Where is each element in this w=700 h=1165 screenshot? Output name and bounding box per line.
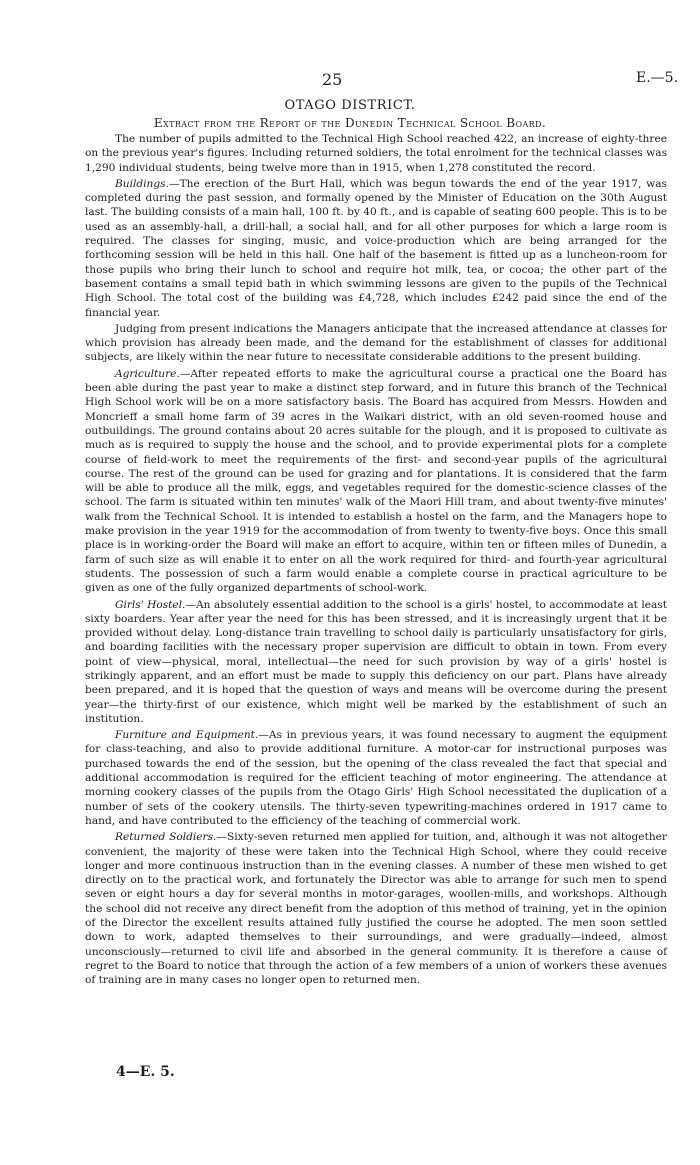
report-body (85, 132, 667, 988)
paragraph-text: —Sixty-seven returned men applied for tuition, and, although it was not altogether convenient, the majority of these were taken into the Technical High School, where they could receive longer and more continuous instruction than in the evening classes. A number of these men wished to get directly on to the practical work, and fortunately the Director was able to arrange for such men to spend seven or eight hours a day for several months in motor-garages, woollen-mills, and workshops. Although the school did not receive any direct benefit from the adoption of this method of training, yet in the opinion of the Director the excellent results attained fully justified the course he adopted. The men soon settled down to work, adapted themselves to their surroundings, and were gradually—indeed, almost unconsciously—returned to civil life and absorbed in the general community. It is therefore a cause of regret to the Board to notice that through the action of a few members of a union of workers these avenues of training are in many cases no longer open to returned men. (85, 831, 667, 987)
paragraph-text: —An absolutely essential addition to the school is a girls' hostel, to accommodate at least sixty boarders. Year after year the need for this has been stressed, and it is increasingly urgent that it be provided without delay. Long-distance train travelling to school daily is particularly unsatisfactory for girls, and boarding facilities with the necessary proper supervision are difficult to obtain in town. From every point of view—physical, moral, intellectual—the need for such provision by way of a girls' hostel is strikingly apparent, and an effort must be made to supply this deficiency on our part. Plans have already been prepared, and it is hoped that the question of ways and means will be overcome during the present year—the thirty-first of our existence, which might well be marked by the establishment of such an institution. (85, 598, 668, 725)
paragraph-text: The number of pupils admitted to the Technical High School reached 422, an increase of eighty-three on the previous year's figures. Including returned soldiers, the total enrolment for the technical classes was 1,290 individual students, being twelve more than in 1915, when 1,278 constituted the record. (85, 133, 667, 174)
paragraph-text: —As in previous years, it was found necessary to augment the equipment for class-teaching, and also to provide additional furniture. A motor-car for instructional purposes was purchased towards the end of the session, but the opening of the class revealed the fact that special and additional accommodation is required for the efficient teaching of motor engineering. The attendance at morning cookery classes of the pupils from the Otago Girls' High School necessitated the duplication of a number of sets of the cookery utensils. The thirty-seven typewriting-machines ordered in 1917 came to hand, and have contributed to the efficiency of the teaching of commercial work. (85, 729, 667, 827)
paragraph-buildings (85, 177, 667, 320)
report-title: Extract from the Report of the Dunedin Technical School Board. (153, 116, 547, 130)
paragraph-heading: Returned Soldiers. (115, 831, 217, 844)
paragraph-heading: Girls' Hostel. (115, 598, 186, 611)
paragraph-building-outlook (85, 322, 667, 365)
paragraph-enrolment (85, 132, 667, 175)
paragraph-text: —The erection of the Burt Hall, which was begun towards the end of the year 1917, was completed during the past session, and formally opened by the Minister of Education on the 30th August last. The building consists of a main hall, 100 ft. by 40 ft., and is capable of seating 600 people. This is to be used as an assembly-hall, a drill-hall, a social hall, and for all other purposes for which a large room is required. The classes for singing, music, and voice-production which are being arranged for the forthcoming session will be held in this hall. One half of the basement is fitted up as a luncheon-room for those pupils who bring their lunch to school and require hot milk, tea, or cocoa; the other part of the basement contains a small tepid bath in which swimming lessons are given to the pupils of the Technical High School. The total cost of the building was £4,728, which includes £242 paid since the end of the financial year. (85, 177, 667, 319)
signature-mark: 4—E. 5. (116, 1064, 175, 1080)
page-number: 25 (322, 70, 343, 89)
paragraph-girls-hostel (85, 598, 667, 727)
paragraph-heading: Buildings. (115, 177, 169, 190)
paragraph-furniture-equipment (85, 728, 667, 828)
paragraph-heading: Furniture and Equipment. (115, 729, 259, 742)
paragraph-returned-soldiers (85, 830, 667, 987)
document-reference: E.—5. (636, 70, 679, 86)
paragraph-text: —After repeated efforts to make the agricultural course a practical one the Board has been able during the past year to make a distinct step forward, and in future this branch of the Technical High School work will be on a more satisfactory basis. The Board has acquired from Messrs. Howden and Moncrieff a small home farm of 39 acres in the Waikari district, with an old seven-roomed house and outbuildings. The ground contains about 20 acres suitable for the plough, and it is proposed to cultivate as much as is required to supply the house and the school, and to provide experimental plots for a complete course of field-work to meet the requirements of the first- and second-year pupils of the agricultural course. The rest of the ground can be used for grazing and for plantations. It is considered that the farm will be able to produce all the milk, eggs, and vegetables required for the domestic-science classes of the school. The farm is situated within ten minutes' walk of the Maori Hill tram, and about twenty-five minutes' walk from the Technical School. It is intended to establish a hostel on the farm, and the Managers hope to make provision in the year 1919 for the accommodation of from twenty to twenty-five boys. Once this small place is in working-order the Board will make an effort to acquire, within ten or fifteen miles of Dunedin, a farm of such size as will enable it to enter on all the work required for third- and fourth-year agricultural students. The possession of such a farm would enable a complete course in practical agriculture to be given as one of the fully organized departments of school-work. (85, 367, 667, 595)
paragraph-heading: Agriculture. (115, 367, 180, 380)
district-title: OTAGO DISTRICT. (284, 98, 416, 113)
paragraph-text: Judging from present indications the Managers anticipate that the increased attendance at classes for which provision has already been made, and the demand for the establishment of classes for additional subjects, are likely within the near future to necessitate considerable additions to the present building. (85, 322, 667, 364)
paragraph-agriculture (85, 367, 667, 596)
